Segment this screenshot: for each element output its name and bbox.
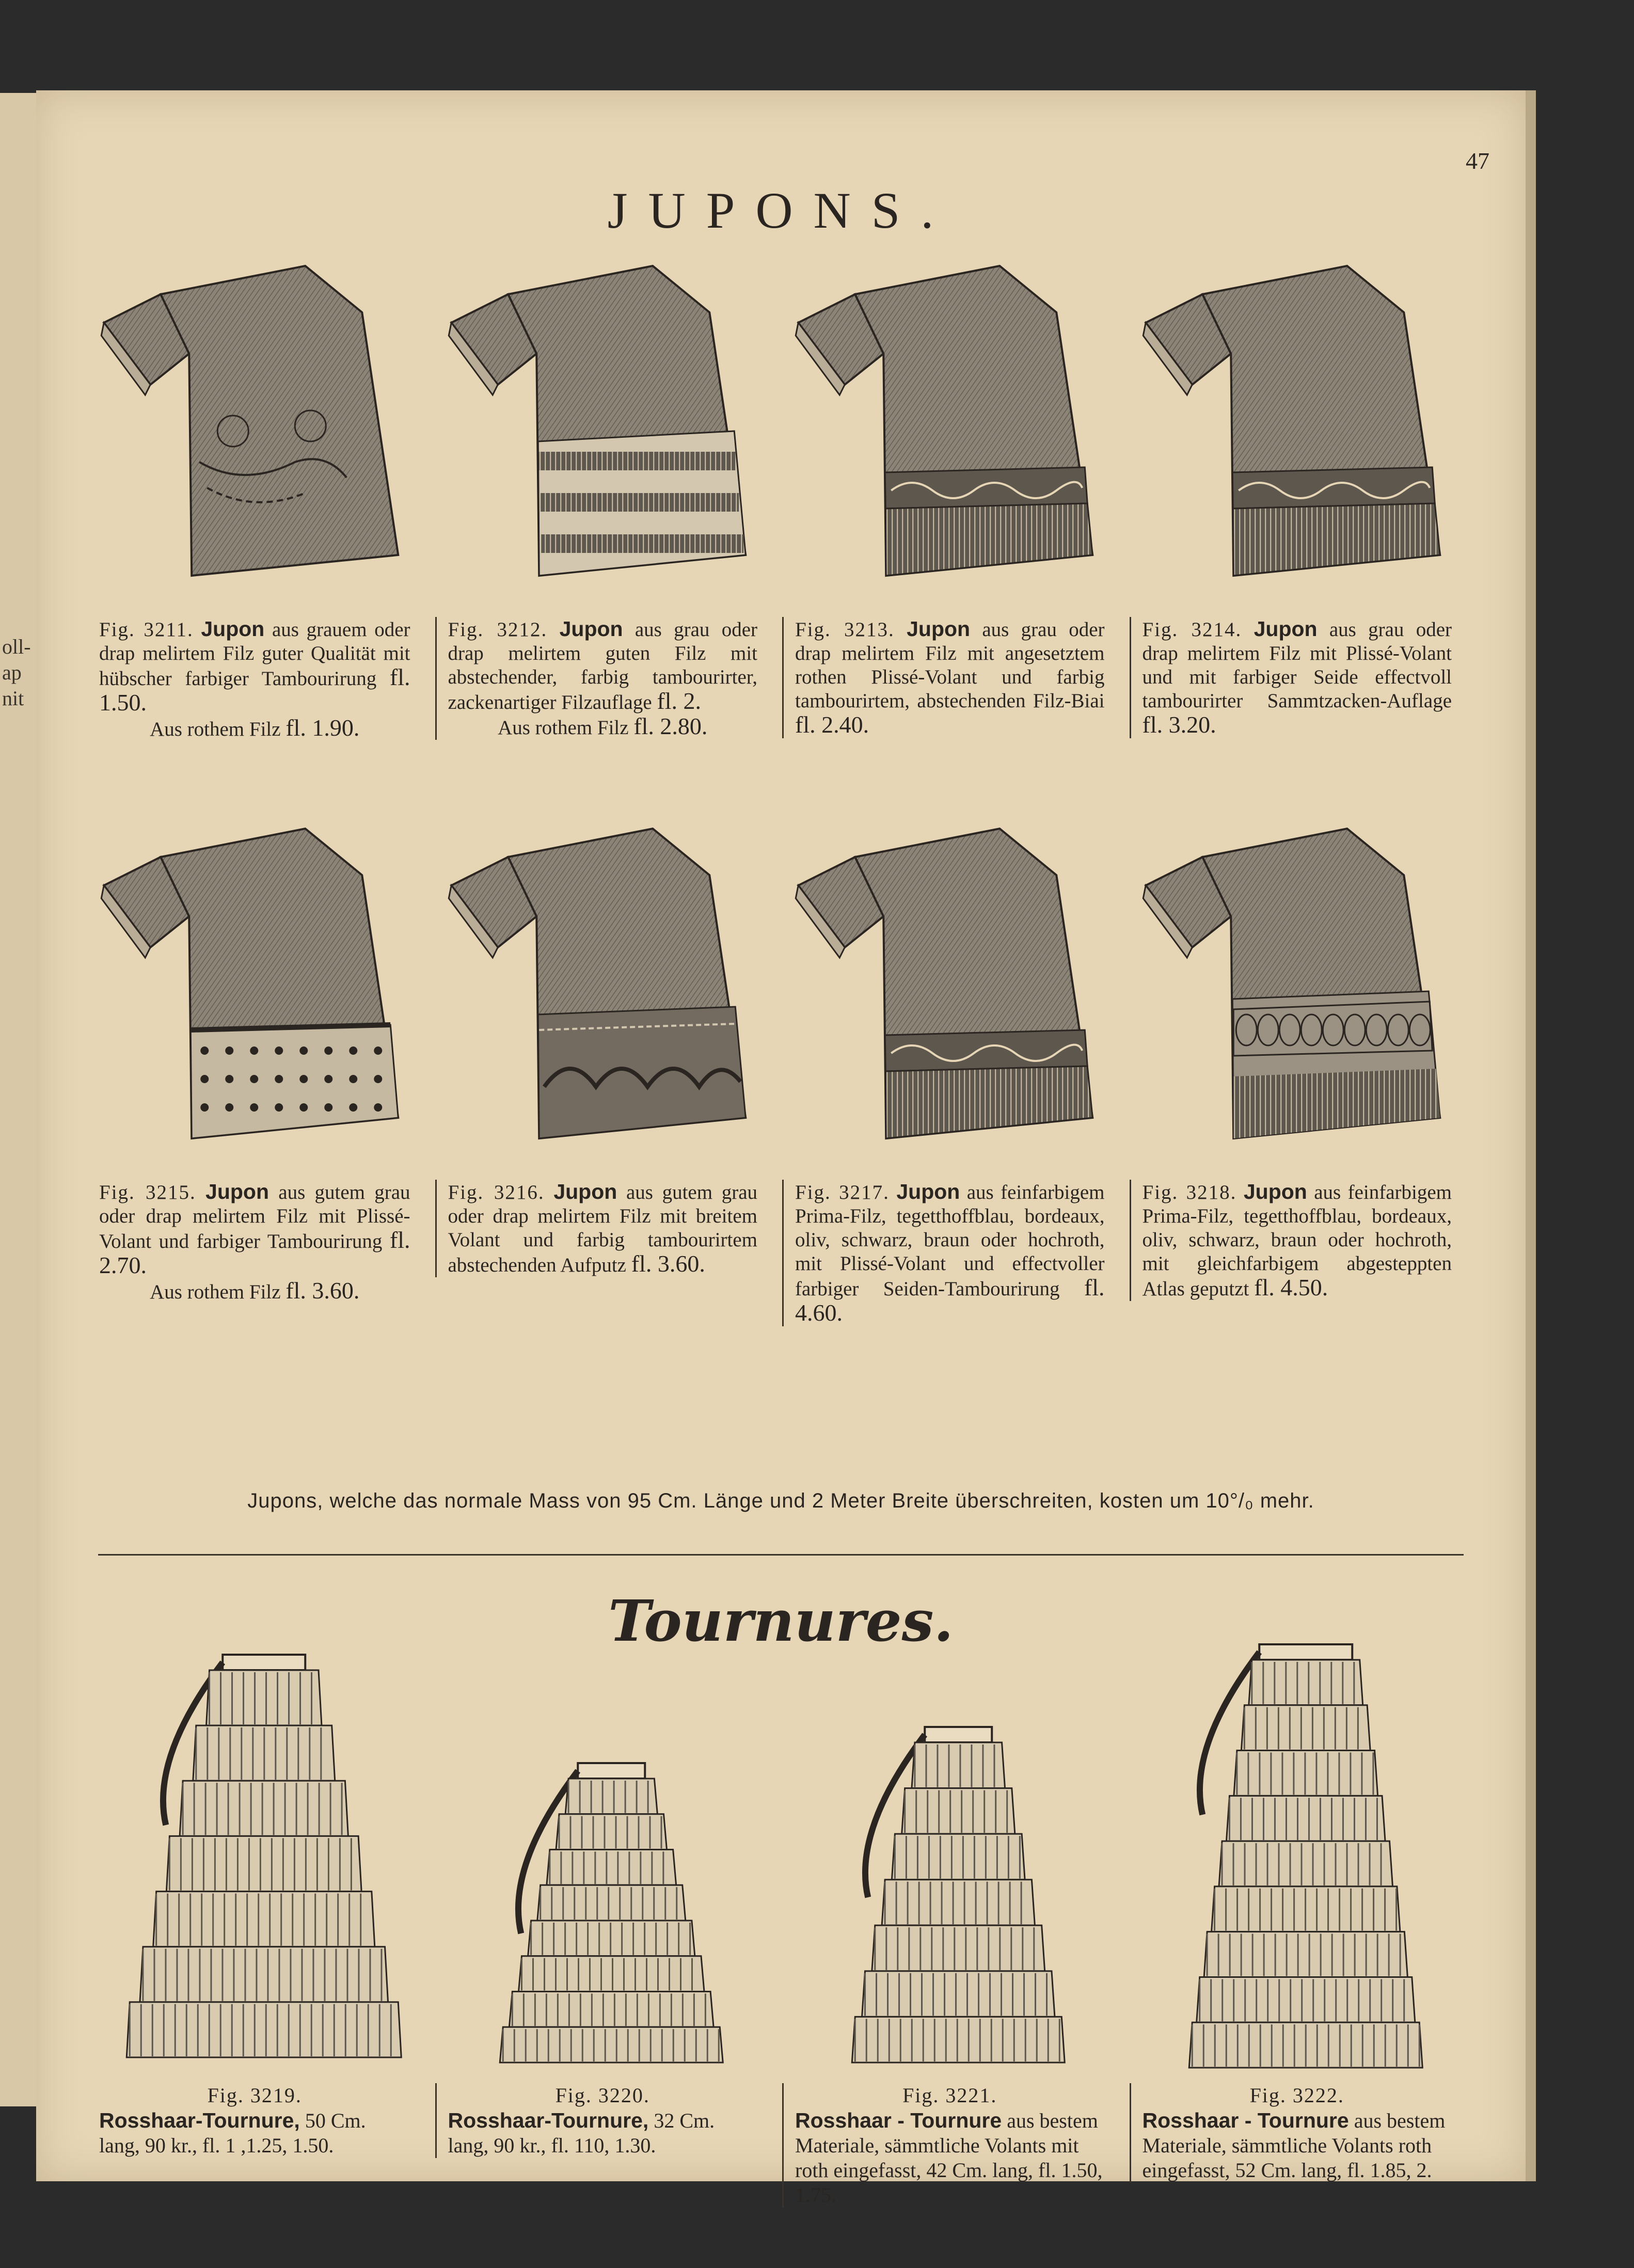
tournures-row	[88, 1634, 1461, 2228]
page-edge	[1526, 90, 1536, 2181]
folded-skirt	[101, 266, 398, 576]
jupon-illustration	[435, 245, 767, 607]
figure-number: Fig. 3211.	[99, 618, 194, 641]
adjacent-page-edge	[0, 93, 38, 2106]
jupon-illustration	[782, 808, 1114, 1169]
product-name: Rosshaar - Tournure	[795, 2108, 1002, 2132]
jupon-caption	[435, 617, 767, 740]
section-divider	[98, 1554, 1464, 1556]
product-name: Rosshaar-Tournure,	[99, 2108, 300, 2132]
alt-price: fl. 3.60.	[285, 1277, 360, 1304]
figure-number: Fig. 3215.	[99, 1181, 196, 1203]
product-price: fl. 3.20.	[1142, 711, 1216, 738]
jupon-item	[88, 245, 420, 782]
jupon-caption	[1130, 1180, 1462, 1301]
jupons-row-1	[88, 245, 1461, 782]
product-description: 50 Cm. lang, 90 kr., fl. 1 ,1.25, 1.50.	[99, 2109, 366, 2157]
product-price: fl. 4.50.	[1254, 1274, 1328, 1300]
jupon-illustration	[1130, 808, 1462, 1169]
product-price: fl. 2.70.	[99, 1227, 410, 1278]
tournure-caption	[782, 2083, 1114, 2208]
jupon-illustration	[88, 245, 420, 607]
jupon-caption	[435, 1180, 767, 1277]
product-description: aus grau oder drap melirtem Filz mit Plissé-Volant und mit farbiger Seide effectvoll tambourirter Sammtzacken-Auflage	[1142, 618, 1452, 712]
alt-price: fl. 1.90.	[285, 715, 360, 741]
product-price: fl. 3.60.	[631, 1250, 705, 1277]
product-price: fl. 4.60.	[795, 1274, 1105, 1326]
tournures-heading: Tournures.	[608, 1588, 954, 1654]
product-description: aus gutem grau oder drap melirtem Filz mit breitem Volant und farbig tambourirtem abstechenden Aufputz	[448, 1181, 758, 1276]
page-number: 47	[1466, 148, 1489, 174]
product-name: Jupon	[896, 1180, 960, 1203]
figure-number: Fig. 3219.	[207, 2084, 302, 2107]
alt-material: Aus rothem Filz	[150, 1281, 281, 1303]
alt-material: Aus rothem Filz	[150, 718, 281, 740]
product-name: Jupon	[201, 617, 265, 641]
figure-number: Fig. 3222.	[1249, 2084, 1344, 2107]
alt-price: fl. 2.80.	[633, 713, 708, 739]
product-description: aus grauem oder drap melirtem Filz guter Qualität mit hübscher farbiger Tambourirung	[99, 618, 410, 690]
figure-number: Fig. 3212.	[448, 618, 548, 641]
jupon-item	[88, 808, 420, 1345]
size-note: Jupons, welche das normale Mass von 95 Cm. Länge und 2 Meter Breite überschreiten, kosten um 10°/₀ mehr.	[247, 1489, 1314, 1512]
jupons-heading: JUPONS.	[607, 182, 955, 239]
jupon-illustration	[1130, 245, 1462, 607]
tournure-illustration	[1130, 1634, 1462, 2083]
figure-number: Fig. 3213.	[795, 618, 895, 641]
product-name: Jupon	[907, 617, 971, 641]
product-description: 32 Cm. lang, 90 kr., fl. 110, 1.30.	[448, 2109, 715, 2157]
tournure-illustration	[435, 1634, 767, 2083]
jupon-item	[435, 808, 767, 1345]
adjacent-page-text: nit	[2, 687, 24, 710]
product-price: fl. 2.40.	[795, 711, 869, 738]
product-description: aus bestem Materiale, sämmtliche Volants mit roth eingefasst, 42 Cm. lang, fl. 1.50, 1.75.	[795, 2109, 1103, 2207]
alt-price-line	[99, 1279, 410, 1304]
product-description: aus grau oder drap melirtem Filz mit angesetztem rothen Plissé-Volant und farbig tambourirtem, abstechenden Filz-Biai	[795, 618, 1105, 712]
adjacent-page-text: oll-	[2, 635, 31, 658]
jupons-row-2	[88, 808, 1461, 1345]
figure-number: Fig. 3217.	[795, 1181, 890, 1203]
figure-number: Fig. 3216.	[448, 1181, 545, 1203]
alt-price-line	[448, 715, 758, 740]
jupon-caption	[88, 1180, 420, 1304]
alt-price-line	[99, 716, 410, 741]
figure-number: Fig. 3218.	[1142, 1181, 1237, 1203]
product-description: aus feinfarbigem Prima-Filz, tegetthoffblau, bordeaux, oliv, schwarz, braun oder hochroth, mit Plissé-Volant und effectvoller farbiger Seiden-Tambourirung	[795, 1181, 1105, 1300]
figure-number: Fig. 3214.	[1142, 618, 1242, 641]
tournure-illustration	[88, 1634, 420, 2083]
figure-number: Fig. 3220.	[555, 2084, 650, 2107]
product-name: Jupon	[1254, 617, 1318, 641]
jupon-caption	[782, 617, 1114, 738]
product-description: aus feinfarbigem Prima-Filz, tegetthoffblau, bordeaux, oliv, schwarz, braun oder hochroth, mit gleichfarbigem abgesteppten Atlas geputzt	[1142, 1181, 1452, 1300]
product-price: fl. 2.	[657, 688, 702, 714]
tournure-caption	[88, 2083, 420, 2158]
tournure-illustration	[782, 1634, 1114, 2083]
product-name: Jupon	[553, 1180, 617, 1203]
product-name: Rosshaar - Tournure	[1142, 2108, 1349, 2132]
jupon-illustration	[88, 808, 420, 1169]
tournure-item	[88, 1634, 420, 2228]
jupon-illustration	[782, 245, 1114, 607]
tournure-item	[435, 1634, 767, 2228]
product-description: aus grau oder drap melirtem guten Filz mit abstechender, farbig tambourirter, zackenartiger Filzauflage	[448, 618, 757, 713]
product-name: Jupon	[559, 617, 623, 641]
tournure-caption	[1130, 2083, 1462, 2183]
catalog-page	[36, 90, 1526, 2207]
adjacent-page-text: ap	[2, 661, 22, 684]
tournure-caption	[435, 2083, 767, 2158]
tournure-item	[782, 1634, 1114, 2228]
jupon-caption	[782, 1180, 1114, 1326]
jupon-item	[782, 808, 1114, 1345]
jupon-caption	[88, 617, 420, 741]
jupon-item	[435, 245, 767, 782]
product-name: Jupon	[205, 1180, 269, 1203]
product-name: Rosshaar-Tournure,	[448, 2108, 649, 2132]
jupon-illustration	[435, 808, 767, 1169]
alt-material: Aus rothem Filz	[498, 717, 629, 739]
jupon-caption	[1130, 617, 1462, 738]
tournure-item	[1130, 1634, 1462, 2228]
jupon-item	[782, 245, 1114, 782]
figure-number: Fig. 3221.	[902, 2084, 997, 2107]
jupon-item	[1130, 245, 1462, 782]
product-description: aus gutem grau oder drap melirtem Filz mit Plissé-Volant und farbiger Tambourirung	[99, 1181, 410, 1252]
product-price: fl. 1.50.	[99, 664, 410, 716]
product-name: Jupon	[1243, 1180, 1307, 1203]
product-description: aus bestem Materiale, sämmtliche Volants roth eingefasst, 52 Cm. lang, fl. 1.85, 2.	[1142, 2109, 1446, 2182]
jupon-item	[1130, 808, 1462, 1345]
